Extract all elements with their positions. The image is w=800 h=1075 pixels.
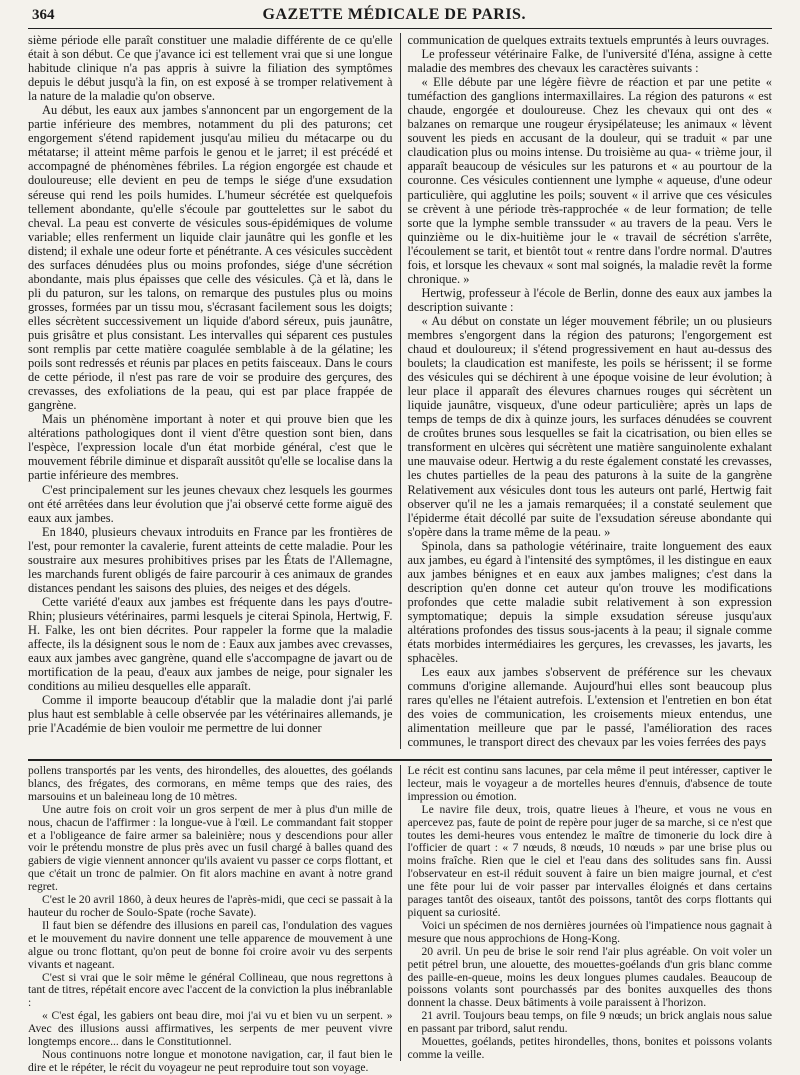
paragraph: Les eaux aux jambes s'observent de préférence sur les chevaux communs d'origine allemande. Aujourd'hui elles sont beaucoup plus rares qu'elles ne l'étaient autrefois. L'extension et l'entretien en bon état des voies de communication, les croisements mieux entendus, une alimentation meilleure que par le passé, l'amélioration des races communes, le transport direct des chevaux par les voies ferrées des pays bbox=[407, 665, 772, 750]
main-article-left-column bbox=[28, 33, 400, 749]
paragraph: Nous continuons notre longue et monotone navigation, car, il faut bien le dire et le répéter, le récit du voyageur ne peut reproduire tout son voyage. bbox=[28, 1047, 393, 1074]
feuilleton-right-column bbox=[400, 765, 773, 1061]
paragraph: Au début, les eaux aux jambes s'annoncent par un engorgement de la partie inférieure des membres, notamment du pli des paturons; cet engorgement s'étend rapidement jusqu'au milieu du métacarpe ou du métatarse; il atteint même parfois le genou et le jarret; il est précédé et accompagné de phénomènes fébriles. La région engorgée est chaude et douloureuse; elle devient en peu de temps le siége d'une exsudation séreuse qui rend les poils humides. L'humeur sécrétée est quelquefois tellement abondante, qu'elle s'écoule par gouttelettes sur le sabot du cheval. La peau est converte de vésicules sous-épidémiques de volume variable; elles renferment un liquide clair jaunâtre qui les gonfle et les distend; il exhale une odeur forte et pénétrante. A ces vésicules succèdent des surfaces dénudées plus ou moins profondes, siége d'une sécrétion abondante, mais plus épaisses que celle des vésicules. Çà et là, dans le pli du paturon, sur les talons, on remarque des pustules plus ou moins grosses, formées par un tissu mou, s'écrasant facilement sous les doigts; elles sécrètent successivement un liquide d'abord séreux, puis jaunâtre, puis grisâtre et plus consistant. Les intervalles qui séparent ces pustules sont remplis par cette matière coagulée semblable à de la gélatine; les poils sont redressés et réunis par places en petits faisceaux. Dans le cours de cette période, il n'est pas rare de voir se produire des gerçures, des crevasses, des exfoliations de la peau, qui est par place frappée de gangrène. bbox=[28, 103, 393, 413]
feuilleton-divider bbox=[28, 759, 772, 761]
paragraph: 21 avril. Toujours beau temps, on file 9 nœuds; un brick anglais nous salue en passant par tribord, salut rendu. bbox=[407, 1009, 772, 1036]
page-header bbox=[28, 6, 772, 29]
paragraph: C'est principalement sur les jeunes chevaux chez lesquels les gourmes ont été arrêtées dans leur évolution que j'ai observé cette forme aiguë des eaux aux jambes. bbox=[28, 482, 393, 525]
feuilleton-left-column bbox=[28, 764, 400, 1074]
paragraph: Le récit est continu sans lacunes, par cela même il peut intéresser, captiver le lecteur, mais le voyageur a de mortelles heures d'ennuis, d'absence de toute impression ou émotion. bbox=[407, 764, 772, 803]
paragraph: C'est le 20 avril 1860, à deux heures de l'après-midi, que ceci se passait à la hauteur du rocher de Soulo-Spate (roche Savate). bbox=[28, 893, 393, 919]
paragraph: pollens transportés par les vents, des hirondelles, des alouettes, des goélands blancs, des frégates, des cormorans, en même temps que des raies, des marsouins et un baleineau long de 10 mètres. bbox=[28, 764, 393, 803]
main-article bbox=[28, 33, 772, 749]
paragraph: Hertwig, professeur à l'école de Berlin, donne des eaux aux jambes la description suivante : bbox=[407, 285, 772, 314]
paragraph: En 1840, plusieurs chevaux introduits en France par les frontières de l'est, pour remonter la cavalerie, furent atteints de cette maladie. Pour les soustraire aux mesures prohibitives prises par les États de l'Allemagne, les marchands furent obligés de faire parcourir à ces animaux de grandes distances pendant les saisons des pluies, des neiges et des dégels. bbox=[28, 524, 393, 595]
page-number: 364 bbox=[32, 7, 55, 23]
journal-title: GAZETTE MÉDICALE DE PARIS. bbox=[262, 6, 526, 23]
paragraph: Cette variété d'eaux aux jambes est fréquente dans les pays d'outre-Rhin; plusieurs vétérinaires, parmi lesquels je citerai Spinola, Hertwig, F. H. Falke, les ont bien décrites. Pour rappeler la forme que la maladie affecte, ils la désignent sous le nom de : Eaux aux jambes avec crevasses, eaux aux jambes avec gangrène, quand elle s'accompagne de javart ou de mortification de la peau, d'eaux aux jambes de neige, pour signaler les conditions au milieu desquelles elle apparaît. bbox=[28, 594, 393, 694]
quotation: « Elle débute par une légère fièvre de réaction et par une petite « tuméfaction des ganglions intermaxillaires. La région des paturons « est chaude, engorgée et douloureuse. Chez les chevaux qui ont des « balzanes on remarque une rougeur érysipélateuse; les animaux « lèvent souvent les pieds en accusant de la douleur, qui se traduit « par une claudication plus ou moins intense. Du troisième au qua- « trième jour, il apparaît beaucoup de vésicules sur les paturons et « au pourtour de la couronne. Ces vésicules contiennent une lymphe « aqueuse, d'une odeur particulière, qui agglutine les poils; souvent « il arrive que ces vésicules se crèvent à une période très-rapprochée « de leur formation; de telle sorte que la lymphe semble transsuder « au travers de la peau. Vers le quinzième ou le dix-huitième jour le « travail de sécrétion s'arrête, l'écoulement se tarit, et bientôt tout « rentre dans l'ordre normal. D'autres fois, et lorsque les chevaux « sont mal soignés, la maladie revêt la forme chronique. » bbox=[407, 75, 772, 286]
main-article-right-column bbox=[400, 33, 773, 749]
paragraph: communication de quelques extraits textuels empruntés à leurs ouvrages. bbox=[407, 33, 770, 47]
paragraph: Une autre fois on croit voir un gros serpent de mer à plus d'un mille de nous, chacun de l'affirmer : la longue-vue à l'œil. Le commandant fait stopper et a l'obligeance de faire armer sa baleinière; nous y descendions pour aller voir le prétendu monstre de plus près avec un fusil chargé à balles quand des gabiers de vigie viennent annoncer qu'ils avaient vu passer ce corps flottant, et que c'était un tronc de palmier. On fit alors machine en avant à notre grand regret. bbox=[28, 802, 393, 894]
paragraph: Comme il importe beaucoup d'établir que la maladie dont j'ai parlé plus haut est semblable à celle observée par les vétérinaires allemands, je prie l'Académie de bien vouloir me permettre de lui donner bbox=[28, 693, 393, 736]
paragraph: Le navire file deux, trois, quatre lieues à l'heure, et vous ne vous en apercevez pas, faute de point de repère pour juger de sa marche, si ce n'est que toutes les demi-heures vous entendez le maître de timonerie du lock dire à l'officier de quart : « 7 nœuds, 8 nœuds, 10 nœuds » par une brise plus ou moins fraîche. Rien que le ciel et l'eau dans des solitudes sans fin. Aussi l'observateur en est-il réduit souvent à faire un bien maigre journal, et c'est une fête pour lui de voir passer par intervalles éloignés et dans certains parages tantôt des oiseaux, tantôt des poissons, tantôt des corps flottants qui piquent sa curiosité. bbox=[407, 802, 772, 919]
paragraph: Il faut bien se défendre des illusions en pareil cas, l'ondulation des vagues et le mouvement du navire donnent une telle apparence de mouvement à une algue ou tronc flottant, qu'on peut de bonne foi croire avoir vu des serpents vivants et nageant. bbox=[28, 918, 393, 971]
feuilleton bbox=[28, 764, 772, 1074]
paragraph: sième période elle paraît constituer une maladie différente de ce qu'elle était à son début. Ce que j'avance ici est tellement vrai que si une longue habitude clinique n'a pas appris à suivre la filiation des symptômes depuis le début jusqu'à la fin, on est exposé à se tromper relativement à la nature de la maladie qu'on observe. bbox=[28, 33, 393, 104]
quotation: « Au début on constate un léger mouvement fébrile; un ou plusieurs membres s'engorgent dans la région des paturons; l'engorgement est chaud et douloureux; il s'étend progressivement en haut au-dessus des boulets; la claudication est manifeste, les poils se hérissent; il se forme des vésicules qui se déchirent à une époque voisine de leur évolution; à leur place il apparaît des élevures charnues rouges qui sécrètent un liquide jaunâtre, visqueux, d'une odeur particulière; après un laps de temps de temps de dix à quinze jours, les surfaces dénudées se couvrent de croûtes brunes sous lesquelles se fait la cicatrisation, ou bien elles se transforment en ulcères qui sécrètent une matière sanguinolente exhalant une mauvaise odeur. Hertwig a du reste également constaté les crevasses, les chutes partielles de la peau des paturons à la suite de la gangrène Relativement aux vésicules dont tous les auteurs ont parlé, Hertwig fait observer qu'il ne les a jamais remarquées; il a constaté seulement que l'épiderme était décollé par suite de l'exsudation séreuse abondante qui s'opère dans la trame même de la peau. » bbox=[407, 313, 772, 539]
paragraph: C'est si vrai que le soir même le général Collineau, que nous regrettons à tant de titres, répétait encore avec l'accent de la conviction la plus inébranlable : bbox=[28, 970, 393, 1010]
paragraph: Spinola, dans sa pathologie vétérinaire, traite longuement des eaux aux jambes, eu égard à l'intensité des symptômes, il les distingue en eaux aux jambes bénignes et en eaux aux jambes malignes; c'est dans la description qu'en donne cet auteur qu'on trouve les modifications profondes que cette maladie subit relativement à son expression symptomatique; depuis la simple exsudation séreuse jusqu'aux altérations profondes des tissus sous-jacents à la peau; il signale comme états morbides intermédiaires les gerçures, les crevasses, les javarts, les sphacèles. bbox=[407, 538, 772, 666]
paragraph: « C'est égal, les gabiers ont beau dire, moi j'ai vu et bien vu un serpent. » Avec des illusions aussi affirmatives, les serpents de mer peuvent vivre longtemps encore... dans le Constitutionnel. bbox=[28, 1009, 393, 1049]
paragraph: Mouettes, goélands, petites hirondelles, thons, bonites et poissons volants comme la veille. bbox=[407, 1035, 772, 1061]
paragraph: Le professeur vétérinaire Falke, de l'université d'Iéna, assigne à cette maladie des membres des chevaux les caractères suivants : bbox=[407, 47, 772, 76]
paragraph: 20 avril. Un peu de brise le soir rend l'air plus agréable. On voit voler un petit pétrel brun, une alouette, des mouettes-goélands d'un gris blanc comme des paille-en-queue, moins les deux longues plumes caudales. Beaucoup de poissons volants sont pourchassés par des bonites auxquelles des thons donnent la chasse. Deux bâtiments à voile paraissent à l'horizon. bbox=[407, 944, 772, 1010]
paragraph: Mais un phénomène important à noter et qui prouve bien que les altérations pathologiques dont il vient d'être question sont bien, dans l'espèce, l'expression locale d'un état morbide général, c'est que le mouvement fébrile diminue et disparaît aussitôt qu'elle se localise dans la partie inférieure des membres. bbox=[28, 412, 393, 483]
paragraph: Voici un spécimen de nos dernières journées où l'impatience nous gagnait à mesure que nous approchions de Hong-Kong. bbox=[407, 918, 772, 945]
